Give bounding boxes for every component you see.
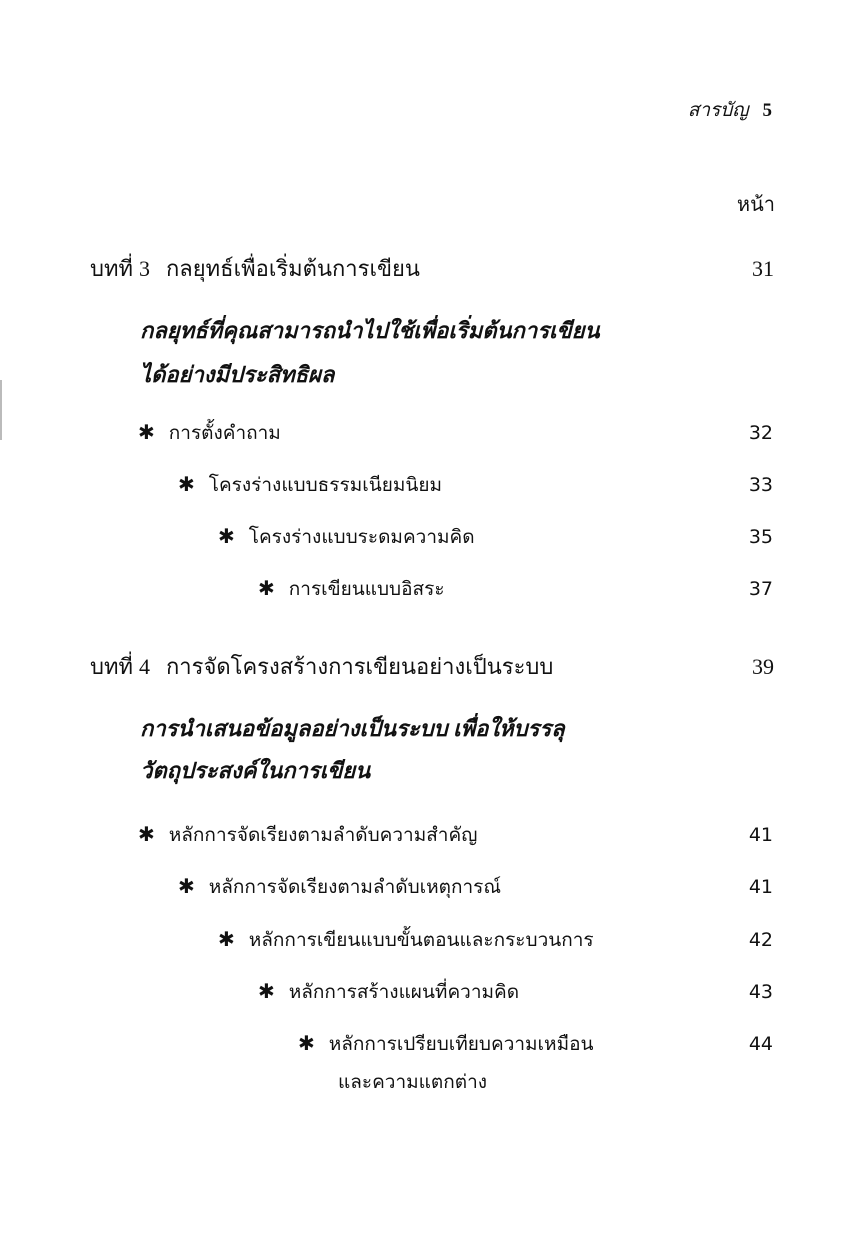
- asterisk-bullet-icon: ✱: [218, 524, 235, 548]
- chapter-subtitle-line: วัตถุประสงค์ในการเขียน: [140, 758, 371, 783]
- toc-item-page: 37: [748, 578, 773, 600]
- chapter-number: 3: [138, 256, 150, 281]
- asterisk-bullet-icon: ✱: [258, 576, 275, 600]
- toc-item-page: 44: [748, 1033, 773, 1055]
- toc-item-text-continued: และความแตกต่าง: [338, 1071, 488, 1093]
- toc-item[interactable]: [298, 1033, 594, 1054]
- toc-item-page: 32: [748, 422, 773, 444]
- chapter-page: 39: [752, 654, 774, 679]
- asterisk-bullet-icon: ✱: [178, 874, 195, 898]
- running-header: [688, 101, 772, 120]
- asterisk-bullet-icon: ✱: [138, 420, 155, 444]
- header-section: สารบัญ: [687, 100, 749, 121]
- asterisk-bullet-icon: ✱: [298, 1031, 315, 1055]
- page-edge-mark: [0, 380, 2, 440]
- toc-item-page: 35: [748, 526, 773, 548]
- toc-item-page: 33: [748, 474, 773, 496]
- toc-item[interactable]: [178, 474, 442, 495]
- toc-item[interactable]: [178, 876, 501, 897]
- toc-item-text: โครงร่างแบบระดมความคิด: [248, 526, 475, 548]
- toc-item-text: หลักการสร้างแผนที่ความคิด: [288, 981, 520, 1003]
- toc-item[interactable]: [138, 824, 477, 845]
- asterisk-bullet-icon: ✱: [258, 979, 275, 1003]
- chapter-label: บทที่: [90, 256, 133, 281]
- toc-item-text: หลักการจัดเรียงตามลำดับความสำคัญ: [168, 824, 478, 846]
- toc-item-text: โครงร่างแบบธรรมเนียมนิยม: [208, 474, 442, 496]
- chapter-title: กลยุทธ์เพื่อเริ่มต้นการเขียน: [165, 256, 420, 281]
- chapter-title: การจัดโครงสร้างการเขียนอย่างเป็นระบบ: [165, 654, 554, 679]
- toc-item-text: หลักการจัดเรียงตามลำดับเหตุการณ์: [208, 876, 502, 898]
- chapter-heading[interactable]: [90, 656, 553, 678]
- toc-item-text: หลักการเปรียบเทียบความเหมือน: [328, 1033, 594, 1055]
- toc-item-text: หลักการเขียนแบบขั้นตอนและกระบวนการ: [248, 929, 594, 951]
- toc-item[interactable]: [258, 578, 445, 599]
- asterisk-bullet-icon: ✱: [218, 927, 235, 951]
- chapter-heading[interactable]: [90, 258, 420, 280]
- toc-item-text: การตั้งคำถาม: [168, 422, 281, 444]
- chapter-number: 4: [138, 654, 150, 679]
- header-page-number: 5: [762, 100, 772, 121]
- toc-item[interactable]: [258, 981, 519, 1002]
- chapter-subtitle-line: กลยุทธ์ที่คุณสามารถนำไปใช้เพื่อเริ่มต้นการเขียน: [140, 318, 600, 343]
- toc-item[interactable]: [218, 929, 594, 950]
- asterisk-bullet-icon: ✱: [138, 822, 155, 846]
- chapter-page: 31: [752, 256, 774, 281]
- asterisk-bullet-icon: ✱: [178, 472, 195, 496]
- toc-item[interactable]: [138, 422, 281, 443]
- page-column-label: หน้า: [736, 192, 775, 216]
- toc-item-page: 41: [748, 876, 773, 898]
- toc-item-text: การเขียนแบบอิสระ: [288, 578, 445, 600]
- toc-item[interactable]: [218, 526, 475, 547]
- toc-item-page: 42: [748, 929, 773, 951]
- toc-item-page: 41: [748, 824, 773, 846]
- chapter-subtitle-line: ได้อย่างมีประสิทธิผล: [140, 362, 335, 387]
- chapter-label: บทที่: [90, 654, 133, 679]
- chapter-subtitle-line: การนำเสนอข้อมูลอย่างเป็นระบบ เพื่อให้บรรลุ: [140, 716, 565, 741]
- toc-item-page: 43: [748, 981, 773, 1003]
